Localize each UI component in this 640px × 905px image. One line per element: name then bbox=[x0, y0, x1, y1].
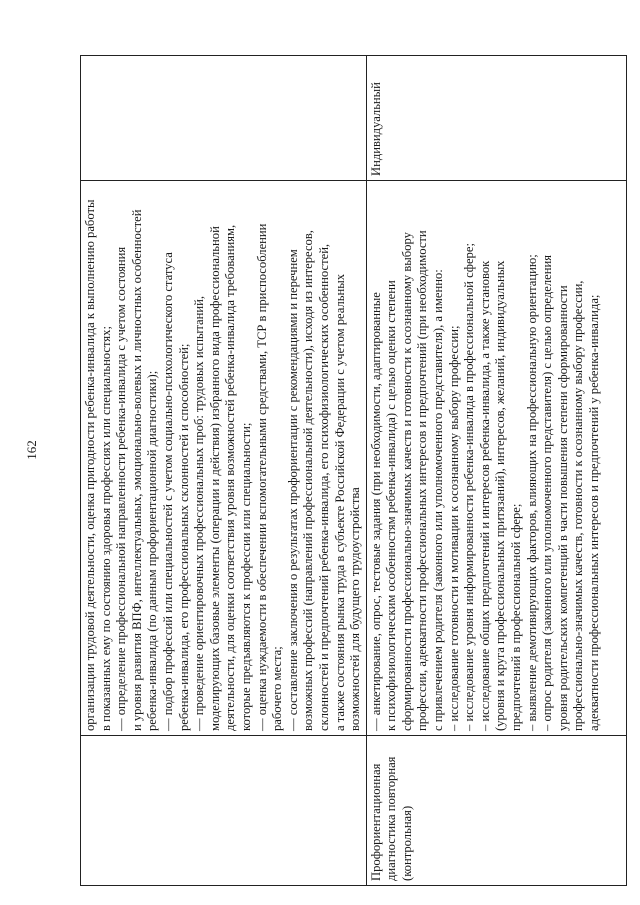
content-line: — анкетирование, опрос, тестовые задания (при необходимости, адаптированные bbox=[368, 292, 383, 731]
content-line: профессии, адекватности профессиональных интересов и предпочтений (при необходимости bbox=[415, 230, 430, 731]
content-line: возможностей для будущего трудоустройства bbox=[348, 487, 363, 731]
content-line: — подбор профессий или специальностей с учетом социально-психологического статуса bbox=[160, 252, 175, 731]
service-form-cell: Индивидуальный bbox=[366, 56, 626, 181]
content-line: — составление заключения о результатах профориентации с рекомендациями и перечнем bbox=[285, 249, 300, 731]
page-number: 162 bbox=[23, 440, 39, 460]
content-line: моделирующих базовые элементы (операции и действия) избранного вида профессиональной bbox=[207, 226, 222, 731]
content-line: — проведение ориентировочных профессиональных проб: трудовых испытаний, bbox=[192, 295, 207, 731]
content-line: организации трудовой деятельности, оценка пригодности ребенка-инвалида к выполнению работы bbox=[83, 199, 97, 731]
content-line: – выявление демотивирующих факторов, влияющих на профессиональную ориентацию; bbox=[524, 254, 539, 731]
content-line: профессионально-значимых качеств, готовности к осознанному выбору профессии, bbox=[571, 280, 586, 731]
content-line: – исследование общих предпочтений и интересов ребенка-инвалида, а также установок bbox=[477, 260, 492, 731]
services-table bbox=[80, 55, 627, 886]
content-line: — оценка нуждаемости в обеспечении вспомогательными средствами, ТСР в приспособлении bbox=[254, 223, 269, 731]
content-line: к психофизиологическим особенностям ребенка-инвалида) с целью оценки степени bbox=[384, 280, 399, 731]
service-name-cell: Профориентационная диагностика повторная (контрольная) bbox=[366, 736, 626, 886]
content-line: рабочего места; bbox=[270, 646, 285, 731]
content-line: сформированности профессионально-значимых качеств и готовности к осознанному выбору bbox=[399, 232, 414, 731]
content-line: возможных профессий (направлений профессиональной деятельности), исходя из интересов, bbox=[301, 230, 316, 731]
content-line: в показанных ему по состоянию здоровья профессиях или специальностях; bbox=[98, 326, 113, 731]
content-line: ребенка-инвалида (по данным профориентационной диагностики); bbox=[145, 370, 160, 731]
content-line: склонностей и предпочтений ребенка-инвалида, его психофизиологических особенностей, bbox=[316, 243, 331, 731]
content-line: адекватности профессиональных интересов и предпочтений у ребенка-инвалида; bbox=[587, 294, 601, 731]
content-line: и уровня развития ВПФ, интеллектуальных, эмоционально-волевых и личностных особенностей bbox=[129, 209, 144, 731]
content-line: которые предъявляются к профессии или специальности; bbox=[238, 422, 253, 731]
service-form-cell bbox=[81, 56, 367, 181]
table-row bbox=[81, 56, 367, 886]
content-line: а также состояния рынка труда в субъекте Российской Федерации с учетом реальных bbox=[332, 274, 347, 731]
content-line: с привлечением родителя (законного или уполномоченного представителя), а именно: bbox=[431, 269, 446, 731]
content-line: деятельности, для оценки соответствия уровня возможностей ребенка-инвалида требованиям, bbox=[223, 224, 238, 731]
content-line: ребенка-инвалида, его профессиональных склонностей и способностей; bbox=[176, 343, 191, 731]
content-line: предпочтений в профессиональной сфере; bbox=[509, 503, 524, 731]
content-line: – исследование готовности и мотивации к осознанному выбору профессии; bbox=[446, 325, 461, 731]
service-name-cell bbox=[81, 736, 367, 886]
rotated-table-container bbox=[80, 56, 600, 886]
content-line: (уровня и круга профессиональных притязаний), интересов, желаний, индивидуальных bbox=[493, 260, 508, 731]
service-content-cell bbox=[366, 181, 626, 736]
table-row bbox=[366, 56, 626, 886]
content-line: – опрос родителя (законного или уполномоченного представителя) с целью определения bbox=[540, 255, 555, 731]
content-line: уровня родительских компетенций в части повышения степени сформированности bbox=[555, 285, 570, 731]
service-content-cell bbox=[81, 181, 367, 736]
content-line: — определение профессиональной направленности ребенка-инвалида с учетом состояния bbox=[114, 246, 129, 731]
content-line: – исследование уровня информированности ребенка-инвалида в профессиональной сфере; bbox=[462, 243, 477, 731]
